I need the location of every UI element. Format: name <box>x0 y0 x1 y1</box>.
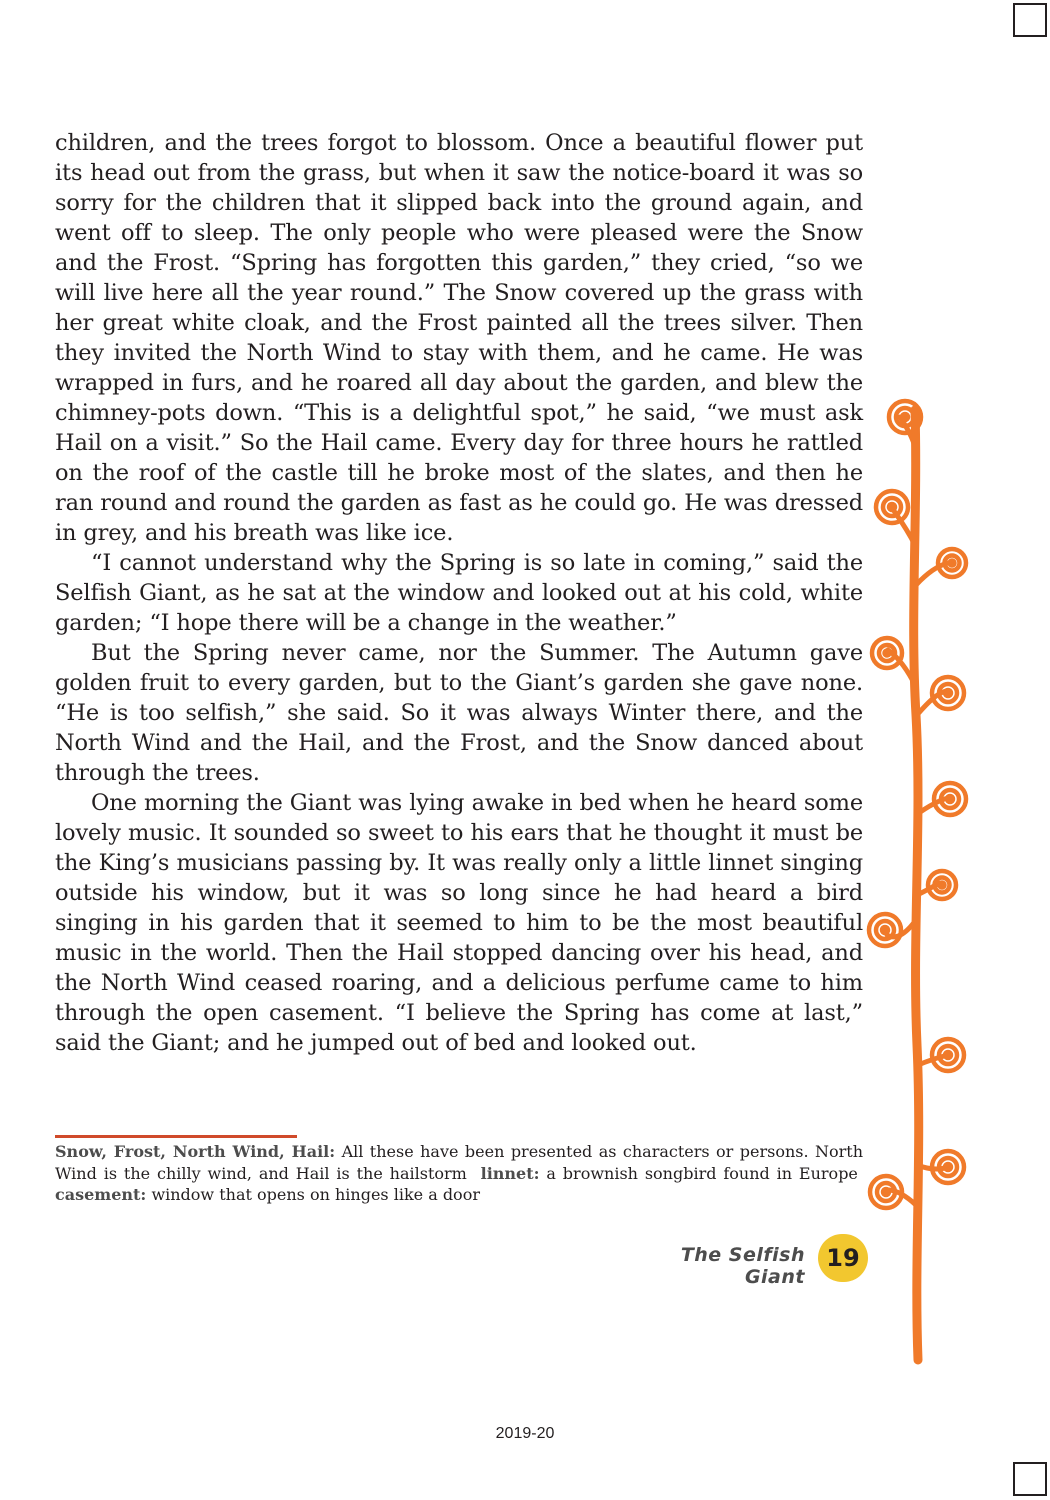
vine-spiral <box>934 783 966 815</box>
vine-spiral <box>870 1176 902 1208</box>
footnote-term-linnet: linnet: <box>480 1163 540 1183</box>
crop-mark-bottom <box>1013 1462 1047 1496</box>
body-text <box>55 128 863 1058</box>
vine-stem <box>914 410 919 1360</box>
vine-spiral <box>932 677 964 709</box>
footnote-term-characters: Snow, Frost, North Wind, Hail: <box>55 1142 336 1161</box>
paragraph-2: “I cannot understand why the Spring is so late in coming,” said the Selfish Giant, as he sat at the window and looked out at his cold, white garden; “I hope there will be a change in the weather.” <box>55 550 863 636</box>
footnote-def-characters: All these have been presented as characters or persons. North Wind is the chilly wind, and Hail is the hailstorm <box>55 1142 864 1183</box>
footnote-def-linnet: a brownish songbird found in Europe <box>546 1163 858 1183</box>
vine-spiral <box>869 914 901 946</box>
vine-spiral <box>872 638 902 668</box>
page-number-badge: 19 <box>818 1234 868 1282</box>
footnote-divider <box>55 1135 297 1138</box>
crop-mark-top <box>1013 3 1047 37</box>
footnote-def-casement: window that opens on hinges like a door <box>151 1185 480 1204</box>
vine-spiral <box>876 491 908 523</box>
vine-spiral <box>932 1151 964 1183</box>
paragraph-4: One morning the Giant was lying awake in bed when he heard some lovely music. It sounded so sweet to his ears that he thought it must be the King’s musicians passing by. It was really only a little linnet singing outside his window, but it was so long since he had heard a bird singing in his garden that it seemed to him to be the most beautiful music in the world. Then the Hail stopped dancing over his head, and the North Wind ceased roaring, and a delicious perfume came to him through the open casement. “I believe the Spring has come at last,” said the Giant; and he jumped out of bed and looked out. <box>55 790 863 1056</box>
footnote-term-casement: casement: <box>55 1185 147 1204</box>
vine-spiral <box>889 401 921 433</box>
vine-spiral <box>932 1039 964 1071</box>
paragraph-1: children, and the trees forgot to blossom. Once a beautiful flower put its head out from the grass, but when it saw the notice-board it was so sorry for the children that it slipped back into the ground again, and went off to sleep. The only people who were pleased were the Snow and the Frost. “Spring has forgotten this garden,” they cried, “so we will live here all the year round.” The Snow covered up the grass with her great white cloak, and the Frost painted all the trees silver. Then they invited the North Wind to stay with them, and he came. He was wrapped in furs, and he roared all day about the garden, and blew the chimney-pots down. “This is a delightful spot,” he said, “we must ask Hail on a visit.” So the Hail came. Every day for three hours he rattled on the roof of the castle till he broke most of the slates, and then he ran round and round the garden as fast as he could go. He was dressed in grey, and his breath was like ice. <box>55 130 863 546</box>
running-title: The Selfish Giant <box>680 1244 805 1288</box>
decorative-vine <box>860 395 975 1370</box>
footnotes <box>55 1141 863 1206</box>
edition-year: 2019-20 <box>495 1425 555 1442</box>
paragraph-3: But the Spring never came, nor the Summer. The Autumn gave golden fruit to every garden, but to the Giant’s garden she gave none. “He is too selfish,” she said. So it was always Winter there, and the North Wind and the Hail, and the Frost, and the Snow danced about through the trees. <box>55 640 863 786</box>
